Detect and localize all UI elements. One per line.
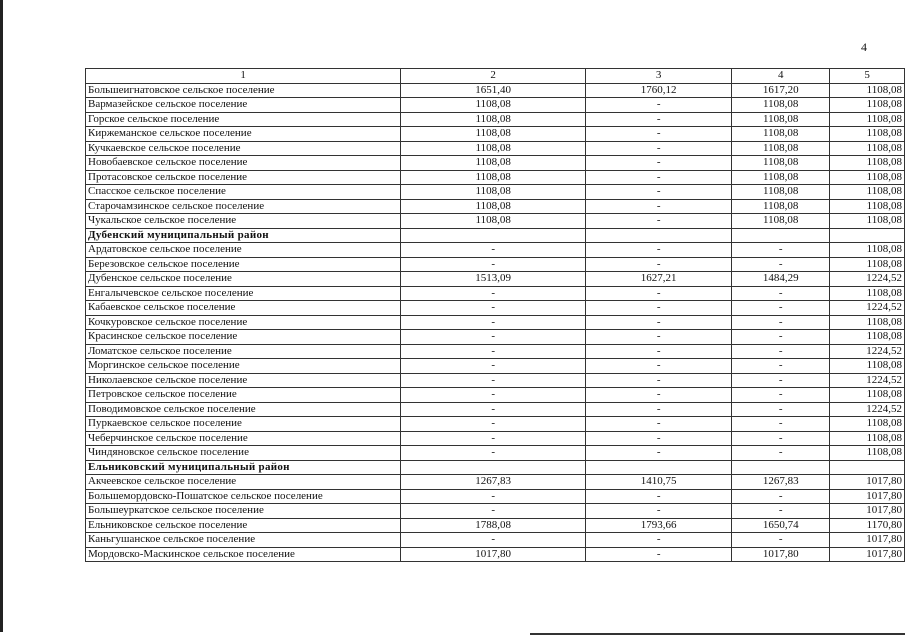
settlement-name: Старочамзинское сельское поселение: [86, 199, 401, 214]
settlement-name: Вармазейское сельское поселение: [86, 98, 401, 113]
table-row: [86, 257, 905, 272]
header-cell: 4: [732, 69, 830, 84]
settlement-name: Чиндяновское сельское поселение: [86, 446, 401, 461]
table-row: [86, 431, 905, 446]
value-cell: 1617,20: [732, 83, 830, 98]
table-row: [86, 127, 905, 142]
settlement-name: Дубенское сельское поселение: [86, 272, 401, 287]
empty-cell: [732, 460, 830, 475]
value-cell: -: [732, 388, 830, 403]
table-row: [86, 504, 905, 519]
value-cell: 1108,08: [830, 257, 905, 272]
value-cell: -: [586, 315, 732, 330]
settlement-name: Киржеманское сельское поселение: [86, 127, 401, 142]
settlement-name: Большемордовско-Пошатское сельское поселение: [86, 489, 401, 504]
value-cell: -: [732, 533, 830, 548]
value-cell: 1108,08: [830, 214, 905, 229]
value-cell: -: [401, 417, 586, 432]
table-row: [86, 518, 905, 533]
value-cell: 1108,08: [401, 98, 586, 113]
value-cell: 1108,08: [401, 185, 586, 200]
value-cell: -: [586, 388, 732, 403]
settlement-name: Новобаевское сельское поселение: [86, 156, 401, 171]
table-row: [86, 417, 905, 432]
table-row: [86, 315, 905, 330]
header-cell: 1: [86, 69, 401, 84]
value-cell: -: [401, 243, 586, 258]
value-cell: 1224,52: [830, 344, 905, 359]
settlement-name: Акчеевское сельское поселение: [86, 475, 401, 490]
settlement-name: Петровское сельское поселение: [86, 388, 401, 403]
value-cell: -: [586, 199, 732, 214]
value-cell: 1513,09: [401, 272, 586, 287]
table-row: [86, 156, 905, 171]
value-cell: 1410,75: [586, 475, 732, 490]
value-cell: -: [586, 286, 732, 301]
value-cell: 1627,21: [586, 272, 732, 287]
table-row: [86, 533, 905, 548]
value-cell: -: [586, 489, 732, 504]
value-cell: 1108,08: [830, 243, 905, 258]
value-cell: -: [401, 388, 586, 403]
settlement-name: Николаевское сельское поселение: [86, 373, 401, 388]
value-cell: 1108,08: [830, 170, 905, 185]
value-cell: -: [586, 446, 732, 461]
value-cell: -: [586, 330, 732, 345]
settlement-name: Красинское сельское поселение: [86, 330, 401, 345]
value-cell: -: [401, 431, 586, 446]
value-cell: 1267,83: [401, 475, 586, 490]
settlement-name: Кочкуровское сельское поселение: [86, 315, 401, 330]
value-cell: 1017,80: [401, 547, 586, 562]
table-row: [86, 214, 905, 229]
value-cell: -: [732, 417, 830, 432]
district-name: Дубенский муниципальный район: [86, 228, 401, 243]
value-cell: -: [586, 359, 732, 374]
value-cell: -: [586, 243, 732, 258]
settlement-name: Березовское сельское поселение: [86, 257, 401, 272]
settlement-name: Большеуркатское сельское поселение: [86, 504, 401, 519]
value-cell: -: [586, 533, 732, 548]
value-cell: -: [732, 344, 830, 359]
value-cell: 1108,08: [401, 214, 586, 229]
settlement-name: Мордовско-Маскинское сельское поселение: [86, 547, 401, 562]
value-cell: 1108,08: [830, 388, 905, 403]
empty-cell: [830, 460, 905, 475]
value-cell: -: [732, 286, 830, 301]
value-cell: -: [586, 417, 732, 432]
table-row: [86, 98, 905, 113]
value-cell: -: [732, 315, 830, 330]
scan-edge-bottom: [530, 633, 905, 635]
value-cell: 1224,52: [830, 373, 905, 388]
value-cell: -: [401, 359, 586, 374]
empty-cell: [586, 228, 732, 243]
value-cell: 1788,08: [401, 518, 586, 533]
settlement-name: Спасское сельское поселение: [86, 185, 401, 200]
value-cell: -: [732, 243, 830, 258]
table-row: [86, 402, 905, 417]
value-cell: -: [586, 431, 732, 446]
value-cell: -: [401, 402, 586, 417]
tariff-table: [85, 68, 905, 562]
value-cell: 1017,80: [830, 547, 905, 562]
header-cell: 2: [401, 69, 586, 84]
value-cell: -: [586, 301, 732, 316]
table-row: [86, 199, 905, 214]
table-row: [86, 286, 905, 301]
value-cell: -: [732, 446, 830, 461]
value-cell: 1108,08: [830, 83, 905, 98]
value-cell: 1267,83: [732, 475, 830, 490]
value-cell: 1651,40: [401, 83, 586, 98]
table-row: [86, 344, 905, 359]
value-cell: -: [732, 402, 830, 417]
value-cell: -: [401, 301, 586, 316]
value-cell: 1108,08: [830, 98, 905, 113]
settlement-name: Чеберчинское сельское поселение: [86, 431, 401, 446]
value-cell: -: [586, 98, 732, 113]
value-cell: 1108,08: [830, 286, 905, 301]
value-cell: -: [401, 504, 586, 519]
value-cell: 1108,08: [401, 156, 586, 171]
settlement-name: Пуркаевское сельское поселение: [86, 417, 401, 432]
value-cell: -: [732, 257, 830, 272]
header-cell: 3: [586, 69, 732, 84]
empty-cell: [401, 228, 586, 243]
value-cell: -: [586, 112, 732, 127]
value-cell: 1108,08: [732, 156, 830, 171]
value-cell: 1224,52: [830, 402, 905, 417]
empty-cell: [830, 228, 905, 243]
table-row: [86, 243, 905, 258]
value-cell: 1484,29: [732, 272, 830, 287]
district-name: Ельниковский муниципальный район: [86, 460, 401, 475]
table-row: [86, 83, 905, 98]
settlement-name: Ардатовское сельское поселение: [86, 243, 401, 258]
value-cell: -: [586, 402, 732, 417]
settlement-name: Горское сельское поселение: [86, 112, 401, 127]
value-cell: 1108,08: [830, 431, 905, 446]
settlement-name: Кучкаевское сельское поселение: [86, 141, 401, 156]
value-cell: 1108,08: [830, 359, 905, 374]
value-cell: -: [586, 141, 732, 156]
value-cell: -: [586, 127, 732, 142]
value-cell: 1108,08: [732, 112, 830, 127]
settlement-name: Моргинское сельское поселение: [86, 359, 401, 374]
value-cell: 1108,08: [830, 185, 905, 200]
value-cell: 1108,08: [830, 112, 905, 127]
page-number: 4: [861, 40, 867, 54]
value-cell: -: [401, 344, 586, 359]
value-cell: 1108,08: [830, 141, 905, 156]
value-cell: 1108,08: [732, 141, 830, 156]
value-cell: 1793,66: [586, 518, 732, 533]
table-row: [86, 359, 905, 374]
value-cell: -: [401, 315, 586, 330]
district-row: [86, 460, 905, 475]
value-cell: 1108,08: [732, 199, 830, 214]
value-cell: 1108,08: [830, 315, 905, 330]
value-cell: -: [586, 170, 732, 185]
value-cell: 1108,08: [732, 185, 830, 200]
value-cell: 1017,80: [830, 489, 905, 504]
table-row: [86, 446, 905, 461]
value-cell: 1170,80: [830, 518, 905, 533]
value-cell: -: [586, 185, 732, 200]
value-cell: 1017,80: [830, 475, 905, 490]
value-cell: -: [401, 373, 586, 388]
empty-cell: [732, 228, 830, 243]
value-cell: 1224,52: [830, 301, 905, 316]
settlement-name: Ельниковское сельское поселение: [86, 518, 401, 533]
settlement-name: Чукальское сельское поселение: [86, 214, 401, 229]
settlement-name: Кабаевское сельское поселение: [86, 301, 401, 316]
empty-cell: [586, 460, 732, 475]
value-cell: -: [401, 330, 586, 345]
settlement-name: Ломатское сельское поселение: [86, 344, 401, 359]
value-cell: -: [401, 533, 586, 548]
value-cell: -: [401, 257, 586, 272]
value-cell: -: [401, 489, 586, 504]
value-cell: -: [586, 214, 732, 229]
value-cell: 1108,08: [732, 170, 830, 185]
value-cell: 1108,08: [401, 141, 586, 156]
value-cell: 1017,80: [830, 533, 905, 548]
value-cell: -: [586, 373, 732, 388]
value-cell: -: [732, 489, 830, 504]
value-cell: -: [586, 257, 732, 272]
value-cell: -: [586, 156, 732, 171]
header-cell: 5: [830, 69, 905, 84]
value-cell: 1108,08: [401, 170, 586, 185]
value-cell: -: [732, 301, 830, 316]
value-cell: 1108,08: [830, 417, 905, 432]
settlement-name: Большеигнатовское сельское поселение: [86, 83, 401, 98]
value-cell: -: [732, 504, 830, 519]
empty-cell: [401, 460, 586, 475]
value-cell: 1108,08: [830, 446, 905, 461]
value-cell: -: [586, 504, 732, 519]
value-cell: 1108,08: [732, 127, 830, 142]
table-row: [86, 185, 905, 200]
table-row: [86, 373, 905, 388]
value-cell: 1108,08: [401, 127, 586, 142]
table-row: [86, 475, 905, 490]
value-cell: 1760,12: [586, 83, 732, 98]
scan-edge-left: [0, 0, 3, 632]
district-row: [86, 228, 905, 243]
value-cell: 1108,08: [830, 199, 905, 214]
value-cell: 1108,08: [830, 156, 905, 171]
table-row: [86, 330, 905, 345]
table-row: [86, 170, 905, 185]
table-row: [86, 272, 905, 287]
value-cell: -: [401, 286, 586, 301]
value-cell: -: [732, 359, 830, 374]
header-row: [86, 69, 905, 84]
value-cell: 1108,08: [830, 127, 905, 142]
value-cell: -: [732, 373, 830, 388]
value-cell: 1017,80: [732, 547, 830, 562]
value-cell: 1108,08: [732, 214, 830, 229]
value-cell: -: [732, 330, 830, 345]
value-cell: 1224,52: [830, 272, 905, 287]
settlement-name: Каньгушанское сельское поселение: [86, 533, 401, 548]
value-cell: 1017,80: [830, 504, 905, 519]
table-row: [86, 388, 905, 403]
value-cell: 1108,08: [401, 199, 586, 214]
table-row: [86, 489, 905, 504]
value-cell: -: [401, 446, 586, 461]
value-cell: -: [586, 547, 732, 562]
table-row: [86, 547, 905, 562]
table-row: [86, 112, 905, 127]
table-row: [86, 141, 905, 156]
settlement-name: Енгалычевское сельское поселение: [86, 286, 401, 301]
value-cell: 1650,74: [732, 518, 830, 533]
value-cell: 1108,08: [732, 98, 830, 113]
value-cell: 1108,08: [830, 330, 905, 345]
settlement-name: Протасовское сельское поселение: [86, 170, 401, 185]
table-row: [86, 301, 905, 316]
value-cell: 1108,08: [401, 112, 586, 127]
value-cell: -: [586, 344, 732, 359]
settlement-name: Поводимовское сельское поселение: [86, 402, 401, 417]
value-cell: -: [732, 431, 830, 446]
